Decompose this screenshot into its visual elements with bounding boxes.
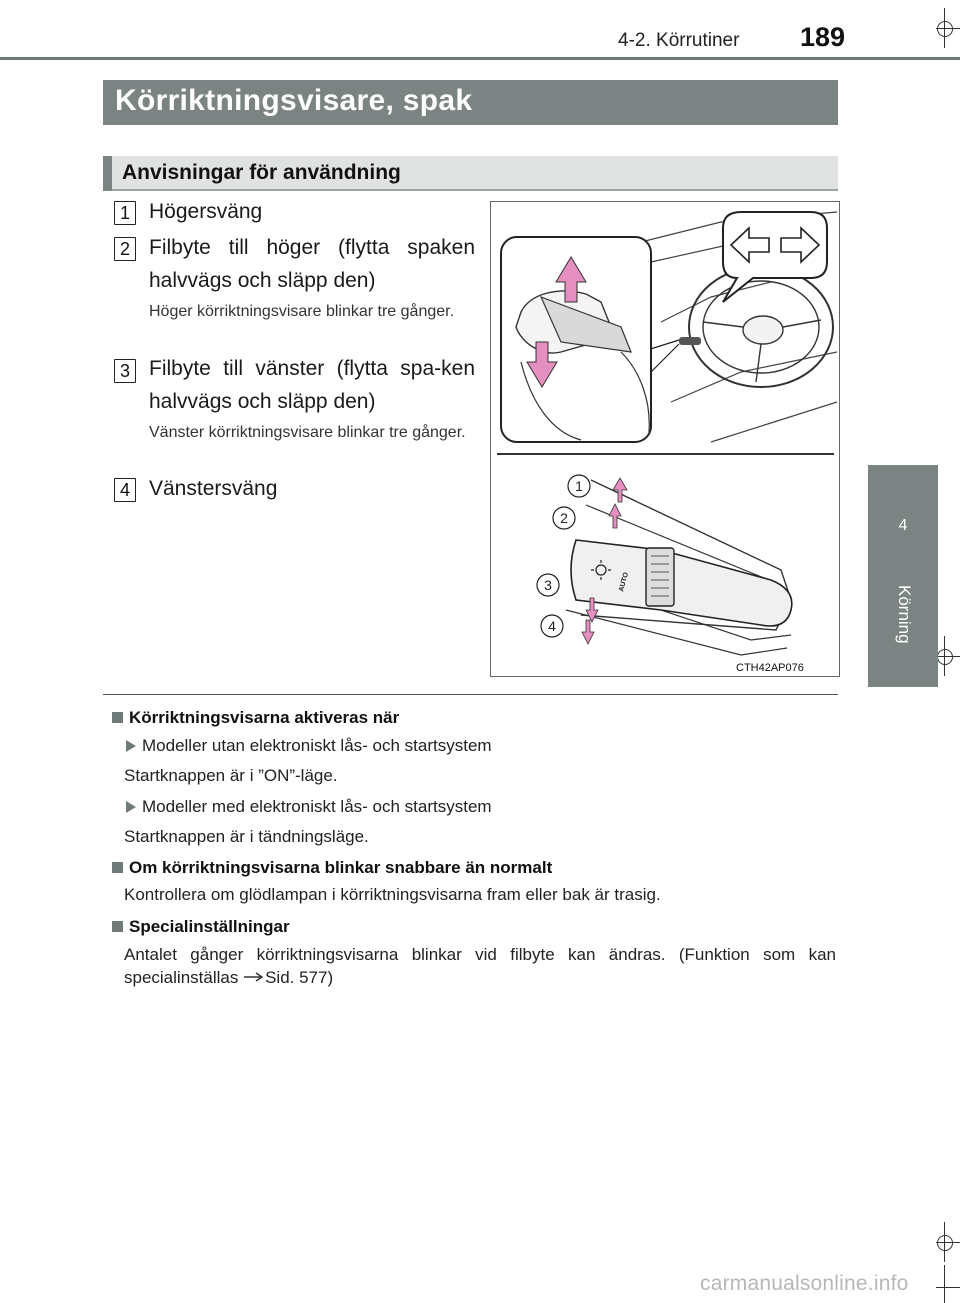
note-heading-3 — [112, 917, 290, 937]
chapter-number: 4 — [898, 517, 908, 534]
page-reference-link[interactable]: Sid. 577) — [265, 968, 334, 987]
reference-arrow-icon — [243, 972, 265, 982]
notes-separator — [103, 694, 838, 695]
item-number-1: 1 — [114, 201, 136, 225]
item-text-4: Vänstersväng — [149, 477, 278, 500]
note-body-2: Kontrollera om glödlampan i körriktningsvisarna fram eller bak är trasig. — [124, 885, 661, 904]
position-1-arrow-icon — [613, 478, 627, 502]
square-bullet-icon — [112, 921, 123, 932]
item-note-3: Vänster körriktningsvisare blinkar tre gånger. — [149, 424, 466, 441]
bullet-text-1: Startknappen är i ”ON”-läge. — [124, 766, 338, 785]
figure-divider — [497, 453, 834, 455]
chapter-label-text: Körning — [895, 585, 914, 644]
indicator-bubble — [723, 212, 827, 302]
callout-3 — [537, 574, 559, 596]
crop-mark-top-right — [928, 8, 960, 48]
note-body-3 — [124, 943, 836, 989]
dashboard-illustration — [491, 202, 839, 452]
callout-1 — [568, 475, 590, 497]
triangle-bullet-icon — [126, 740, 136, 752]
page-number: 189 — [800, 22, 846, 52]
item-number-3: 3 — [114, 359, 136, 383]
note-heading-2 — [112, 858, 552, 878]
callout-2 — [553, 507, 575, 529]
auto-switch-label: AUTO — [618, 571, 631, 593]
note-heading-1-text: Körriktningsvisarna aktiveras när — [129, 708, 400, 727]
svg-text:3: 3 — [544, 577, 552, 593]
item-text-2: Filbyte till höger (flytta spaken halvvägs och släpp den) — [149, 236, 475, 292]
subsection-title: Anvisningar för användning — [122, 161, 401, 184]
note-heading-2-text: Om körriktningsvisarna blinkar snabbare än normalt — [129, 858, 553, 877]
bullet-text-2: Startknappen är i tändningsläge. — [124, 827, 369, 846]
callout-4 — [541, 615, 563, 637]
subsection-accent — [103, 156, 112, 191]
square-bullet-icon — [112, 862, 123, 873]
note-heading-1 — [112, 708, 399, 728]
header-section: 4-2. Körrutiner — [618, 30, 740, 51]
bullet-label-2: Modeller med elektroniskt lås- och startsystem — [142, 797, 492, 816]
position-2-arrow-icon — [609, 504, 621, 528]
note-body-3-text: Antalet gånger körriktningsvisarna blinkar vid filbyte kan ändras. (Funktion som kan specialinställas — [124, 945, 836, 987]
crop-mark-bottom-right-corner — [928, 1265, 960, 1303]
lever-positions-illustration — [491, 460, 839, 670]
page-title: Körriktningsvisare, spak — [115, 84, 473, 117]
note-heading-3-text: Specialinställningar — [129, 917, 290, 936]
svg-text:4: 4 — [548, 618, 556, 634]
bullet-row-1 — [126, 736, 492, 756]
watermark: carmanualsonline.info — [700, 1272, 909, 1295]
bullet-label-1: Modeller utan elektroniskt lås- och startsystem — [142, 736, 492, 755]
svg-text:2: 2 — [560, 510, 568, 526]
light-switch-ring — [646, 548, 674, 606]
figure-frame — [490, 201, 840, 677]
svg-text:1: 1 — [575, 478, 583, 494]
lever-body — [571, 540, 792, 626]
item-text-3: Filbyte till vänster (flytta spa-ken halvvägs och släpp den) — [149, 357, 475, 413]
triangle-bullet-icon — [126, 801, 136, 813]
item-text-1: Högersväng — [149, 200, 263, 223]
crop-mark-bottom-right — [928, 1222, 960, 1262]
item-number-4: 4 — [114, 478, 136, 502]
figure-code: CTH42AP076 — [736, 662, 804, 674]
square-bullet-icon — [112, 712, 123, 723]
position-4-arrow-icon — [582, 620, 594, 644]
item-note-2: Höger körriktningsvisare blinkar tre gånger. — [149, 303, 455, 320]
item-number-2: 2 — [114, 237, 136, 261]
chapter-label — [868, 585, 938, 655]
header-rule — [0, 57, 960, 60]
bullet-row-2 — [126, 797, 492, 817]
